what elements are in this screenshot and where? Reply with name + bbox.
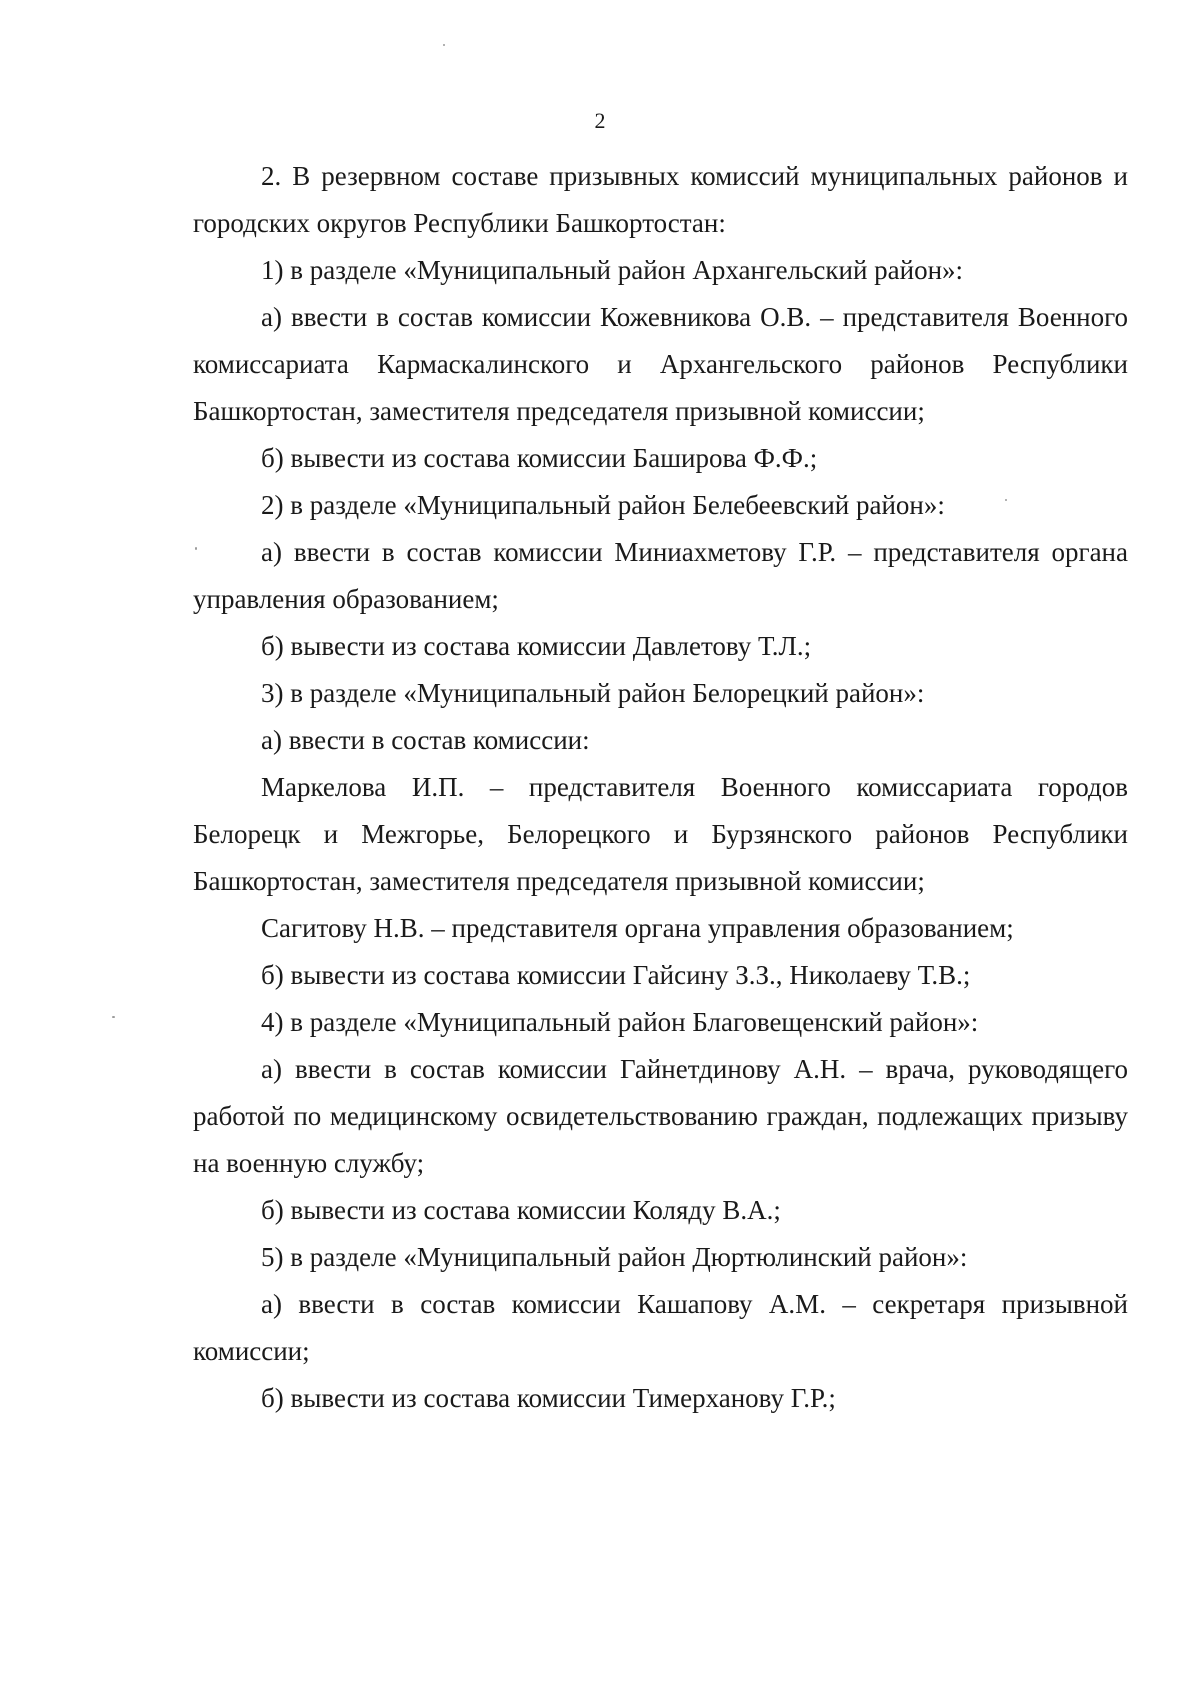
paragraph-item-3b: б) вывести из состава комиссии Гайсину З.З., Николаеву Т.В.; bbox=[261, 960, 971, 990]
paragraph-item-3a-markelov: Маркелова И.П. – представителя Военного комиссариата городов Белорецк и Межгорье, Белорецкого и Бурзянского районов Республики Башкортостан, заместителя председателя призывной комиссии; bbox=[193, 772, 1128, 896]
paragraph-item-2a: а) ввести в состав комиссии Миниахметову Г.Р. – представителя органа управления образованием; bbox=[193, 537, 1128, 614]
scan-speck bbox=[195, 547, 197, 550]
paragraph-item-5b: б) вывести из состава комиссии Тимерханову Г.Р.; bbox=[261, 1383, 836, 1413]
paragraph-item-3: 3) в разделе «Муниципальный район Белорецкий район»: bbox=[261, 678, 925, 708]
paragraph-item-4: 4) в разделе «Муниципальный район Благовещенский район»: bbox=[261, 1007, 979, 1037]
paragraph-item-1a: а) ввести в состав комиссии Кожевникова О.В. – представителя Военного комиссариата Кармаскалинского и Архангельского районов Республики Башкортостан, заместителя председателя призывной комиссии; bbox=[193, 302, 1128, 426]
paragraph-item-4a: а) ввести в состав комиссии Гайнетдинову А.Н. – врача, руководящего работой по медицинскому освидетельствованию граждан, подлежащих призыву на военную службу; bbox=[193, 1054, 1128, 1178]
scan-speck bbox=[112, 1016, 115, 1018]
page-number: 2 bbox=[594, 108, 606, 133]
paragraph-section-2: 2. В резервном составе призывных комиссий муниципальных районов и городских округов Республики Башкортостан: bbox=[193, 161, 1128, 238]
paragraph-item-5a: а) ввести в состав комиссии Кашапову А.М. – секретаря призывной комиссии; bbox=[193, 1289, 1128, 1366]
scan-speck bbox=[1005, 499, 1007, 501]
paragraph-item-3a: а) ввести в состав комиссии: bbox=[261, 725, 590, 755]
paragraph-item-5: 5) в разделе «Муниципальный район Дюртюлинский район»: bbox=[261, 1242, 968, 1272]
paragraph-item-4b: б) вывести из состава комиссии Коляду В.А.; bbox=[261, 1195, 781, 1225]
paragraph-item-1b: б) вывести из состава комиссии Баширова Ф.Ф.; bbox=[261, 443, 818, 473]
document-body bbox=[193, 153, 1128, 1422]
paragraph-item-3a-sagitova: Сагитову Н.В. – представителя органа управления образованием; bbox=[261, 913, 1014, 943]
paragraph-item-1: 1) в разделе «Муниципальный район Архангельский район»: bbox=[261, 255, 964, 285]
scan-speck bbox=[443, 44, 445, 46]
paragraph-item-2b: б) вывести из состава комиссии Давлетову Т.Л.; bbox=[261, 631, 812, 661]
paragraph-item-2: 2) в разделе «Муниципальный район Белебеевский район»: bbox=[261, 490, 945, 520]
